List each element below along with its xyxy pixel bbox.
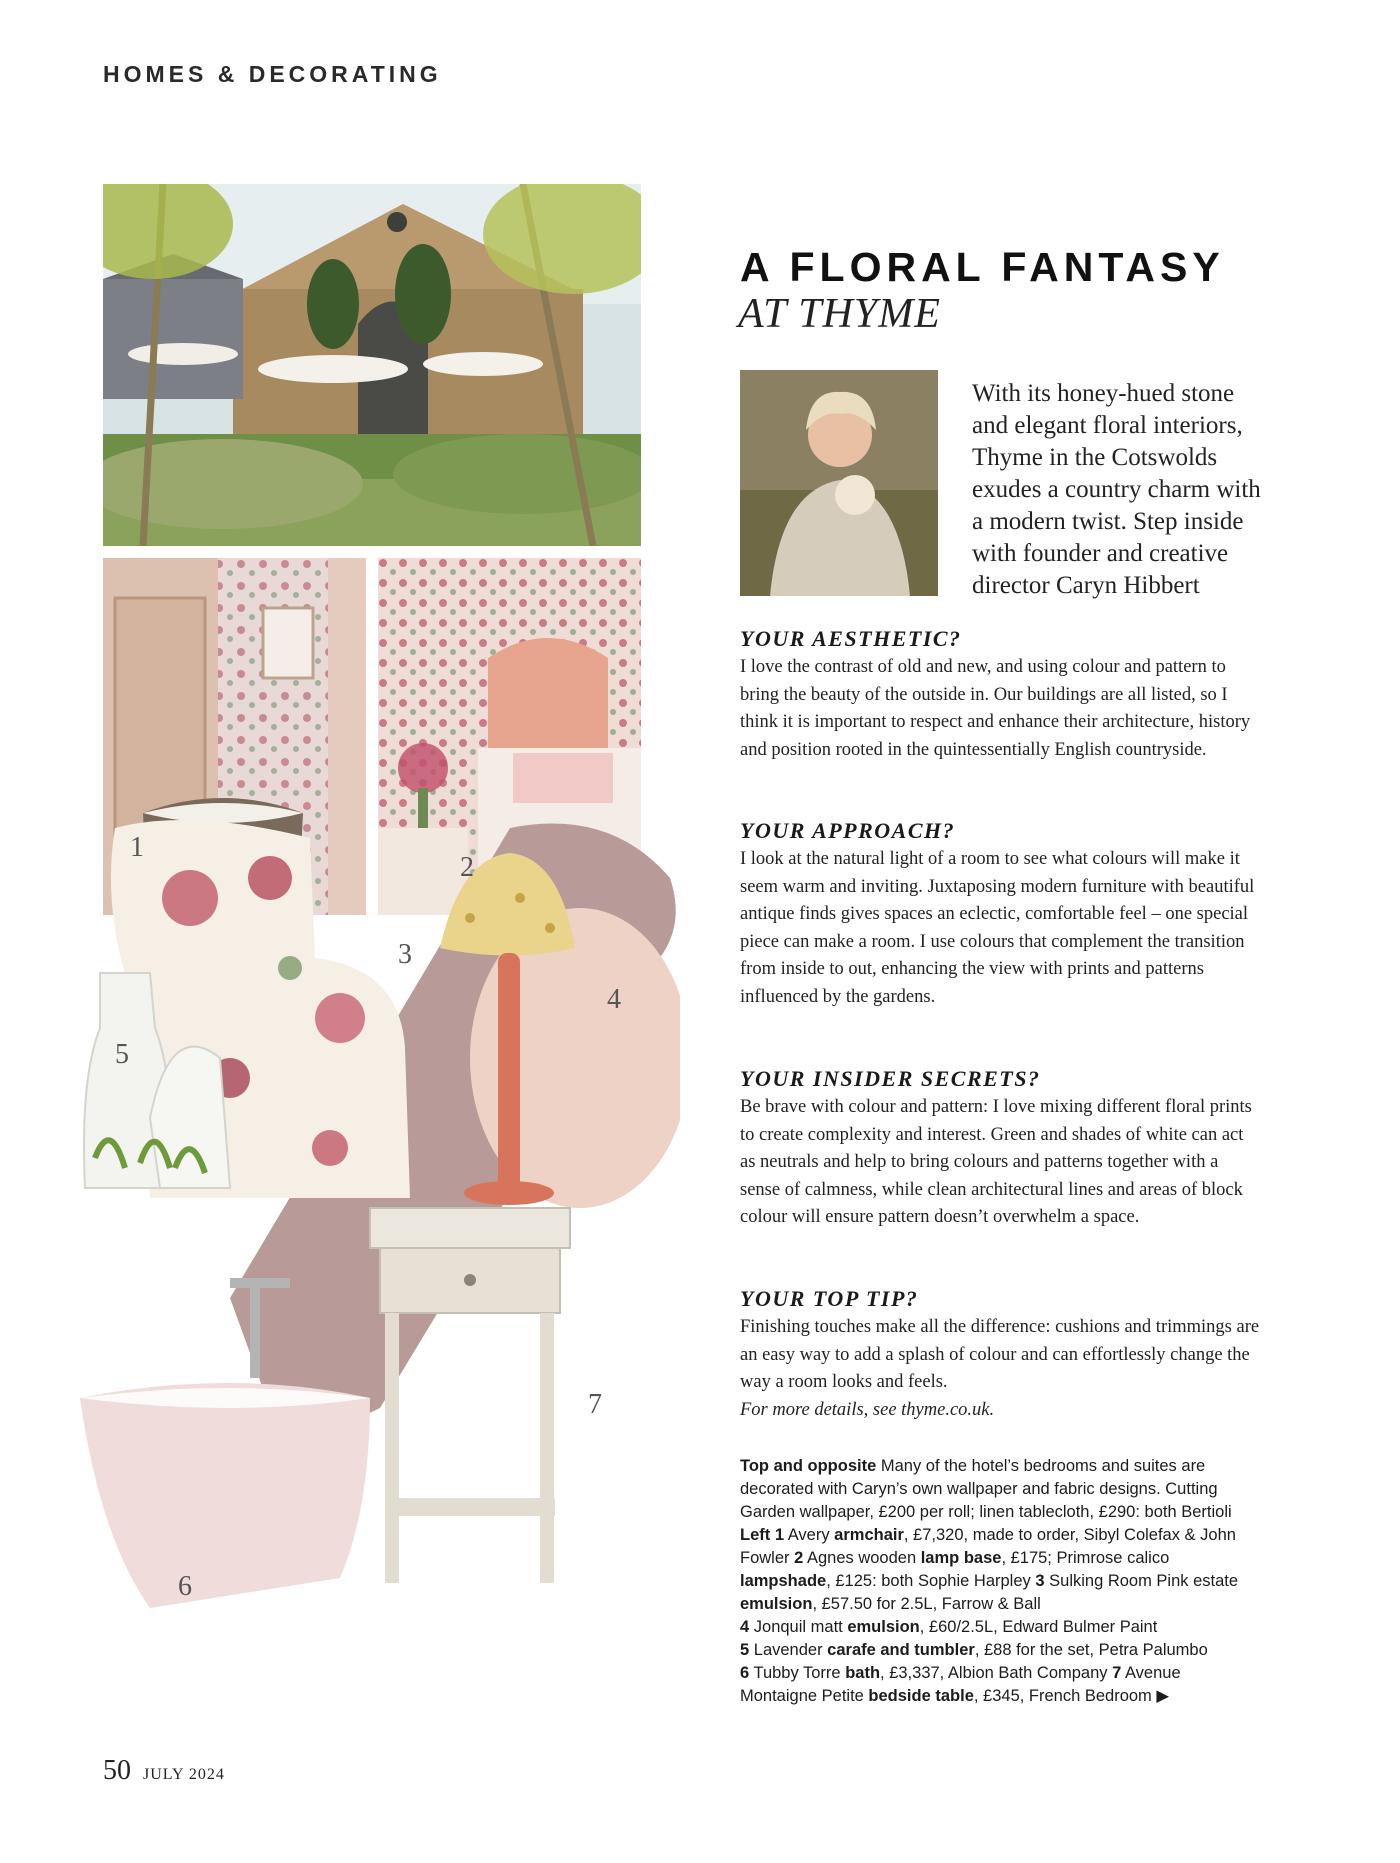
- caption-item-text: , £57.50 for 2.5L, Farrow & Ball: [812, 1595, 1041, 1613]
- answer-text: Be brave with colour and pattern: I love mixing different floral prints to create complexity and interest. Green and shades of white can act as neutrals and help to bring colours and patterns together with a sense of calmness, while clean architectural lines and areas of block colour will ensure pattern doesn’t overwhelm a space.: [740, 1097, 1252, 1227]
- question-heading: YOUR APPROACH?: [740, 818, 956, 843]
- subhead: AT THYME: [738, 291, 941, 337]
- caption-item-text: , £88 for the set, Petra Palumbo: [974, 1641, 1208, 1659]
- caption-item-text: Tubby Torre: [749, 1664, 846, 1682]
- intro-text: With its honey-hued stone and elegant floral interiors, Thyme in the Cotswolds exudes a country charm with a modern twist. Step inside with founder and creative director Caryn Hibbert: [972, 380, 1261, 599]
- caption-item-number: 2: [794, 1549, 804, 1567]
- caption-item-name: carafe and tumbler: [827, 1641, 975, 1659]
- question-heading: YOUR TOP TIP?: [740, 1286, 919, 1311]
- qa-top-tip: [740, 1286, 1260, 1424]
- caption-item-text: Jonquil matt: [749, 1618, 848, 1636]
- caption-item-text: Sulking Room Pink estate: [1044, 1572, 1239, 1590]
- caption-item-text: , £345, French Bedroom: [973, 1687, 1152, 1705]
- caption-item-text: Avery: [784, 1526, 835, 1544]
- product-number: 6: [178, 1571, 192, 1602]
- qa-aesthetic: [740, 626, 1260, 764]
- caption-item-text: , £175; Primrose calico: [1001, 1549, 1170, 1567]
- continue-arrow-icon: ▶: [1156, 1687, 1170, 1705]
- caption-item-number: 7: [1112, 1664, 1122, 1682]
- caption-item-text: Agnes wooden: [803, 1549, 921, 1567]
- section-label: HOMES & DECORATING: [103, 61, 442, 87]
- caption: [740, 1455, 1260, 1708]
- qa-approach: [740, 818, 1260, 1011]
- caption-item-number: 5: [740, 1641, 750, 1659]
- more-details-link[interactable]: For more details, see thyme.co.uk.: [740, 1399, 995, 1420]
- answer-text: I love the contrast of old and new, and using colour and pattern to bring the beauty of the outside in. Our buildings are all listed, so I think it is important to respect and enhance their architecture, history and position rooted in the quintessentially English countryside.: [740, 657, 1251, 760]
- garden-photo: [103, 184, 641, 546]
- answer-text: I look at the natural light of a room to see what colours will make it seem warm and inviting. Juxtaposing modern furniture with beautiful antique finds gives spaces an eclectic, comfortable feel – one special piece can make a room. I use colours that complement the transition from inside to out, enhancing the view with prints and patterns influenced by the gardens.: [740, 849, 1255, 1007]
- caption-item-text: Lavender: [749, 1641, 828, 1659]
- product-number: 5: [115, 1039, 129, 1070]
- caption-item-text: , £3,337, Albion Bath Company: [880, 1664, 1113, 1682]
- caption-item-number: 1: [774, 1526, 785, 1544]
- product-number: 3: [398, 939, 412, 970]
- caption-item-name: lampshade: [740, 1572, 827, 1590]
- answer-text: [740, 1314, 1260, 1424]
- caption-left-label: Left: [740, 1526, 771, 1544]
- product-number: 4: [607, 984, 621, 1015]
- caption-item-text: Avenue Montaigne Petite: [740, 1664, 1181, 1705]
- caption-item-name: bath: [845, 1664, 881, 1682]
- bedside-table: [370, 1208, 570, 1583]
- caption-item-text: , £60/2.5L, Edward Bulmer Paint: [919, 1618, 1158, 1636]
- portrait-photo: [740, 370, 938, 596]
- product-number: 2: [460, 852, 474, 883]
- caption-lead: Top and opposite: [740, 1457, 877, 1475]
- answer-body: Finishing touches make all the difference: cushions and trimmings are an easy way to add a splash of colour and can effortlessly change the way a room looks and feels.: [740, 1317, 1260, 1392]
- caption-item-number: 3: [1035, 1572, 1045, 1590]
- qa-insider-secrets: [740, 1066, 1260, 1232]
- folio: [103, 1755, 225, 1787]
- caption-text: Many of the hotel’s bedrooms and suites are decorated with Caryn’s own wallpaper and fabric designs. Cutting Garden wallpaper, £200 per roll; linen tablecloth, £290: both Bertioli: [740, 1457, 1232, 1521]
- caption-item-number: 6: [740, 1664, 750, 1682]
- caption-item-name: armchair: [834, 1526, 904, 1544]
- page-number: 50: [103, 1755, 131, 1786]
- product-collage: [80, 818, 680, 1738]
- caption-item-name: lamp base: [920, 1549, 1002, 1567]
- question-heading: YOUR AESTHETIC?: [740, 626, 962, 651]
- question-heading: YOUR INSIDER SECRETS?: [740, 1066, 1041, 1091]
- caption-item-text: , £7,320, made to order, Sibyl Colefax & John Fowler: [740, 1526, 1236, 1567]
- caption-item-name: emulsion: [847, 1618, 920, 1636]
- caption-item-text: , £125: both Sophie Harpley: [826, 1572, 1036, 1590]
- caption-item-name: emulsion: [740, 1595, 813, 1613]
- issue-date: JULY 2024: [143, 1766, 225, 1783]
- caption-item-number: 4: [740, 1618, 750, 1636]
- headline: A FLORAL FANTASY: [740, 244, 1225, 290]
- product-number: 1: [130, 832, 144, 863]
- product-number: 7: [588, 1389, 602, 1420]
- caption-item-name: bedside table: [868, 1687, 974, 1705]
